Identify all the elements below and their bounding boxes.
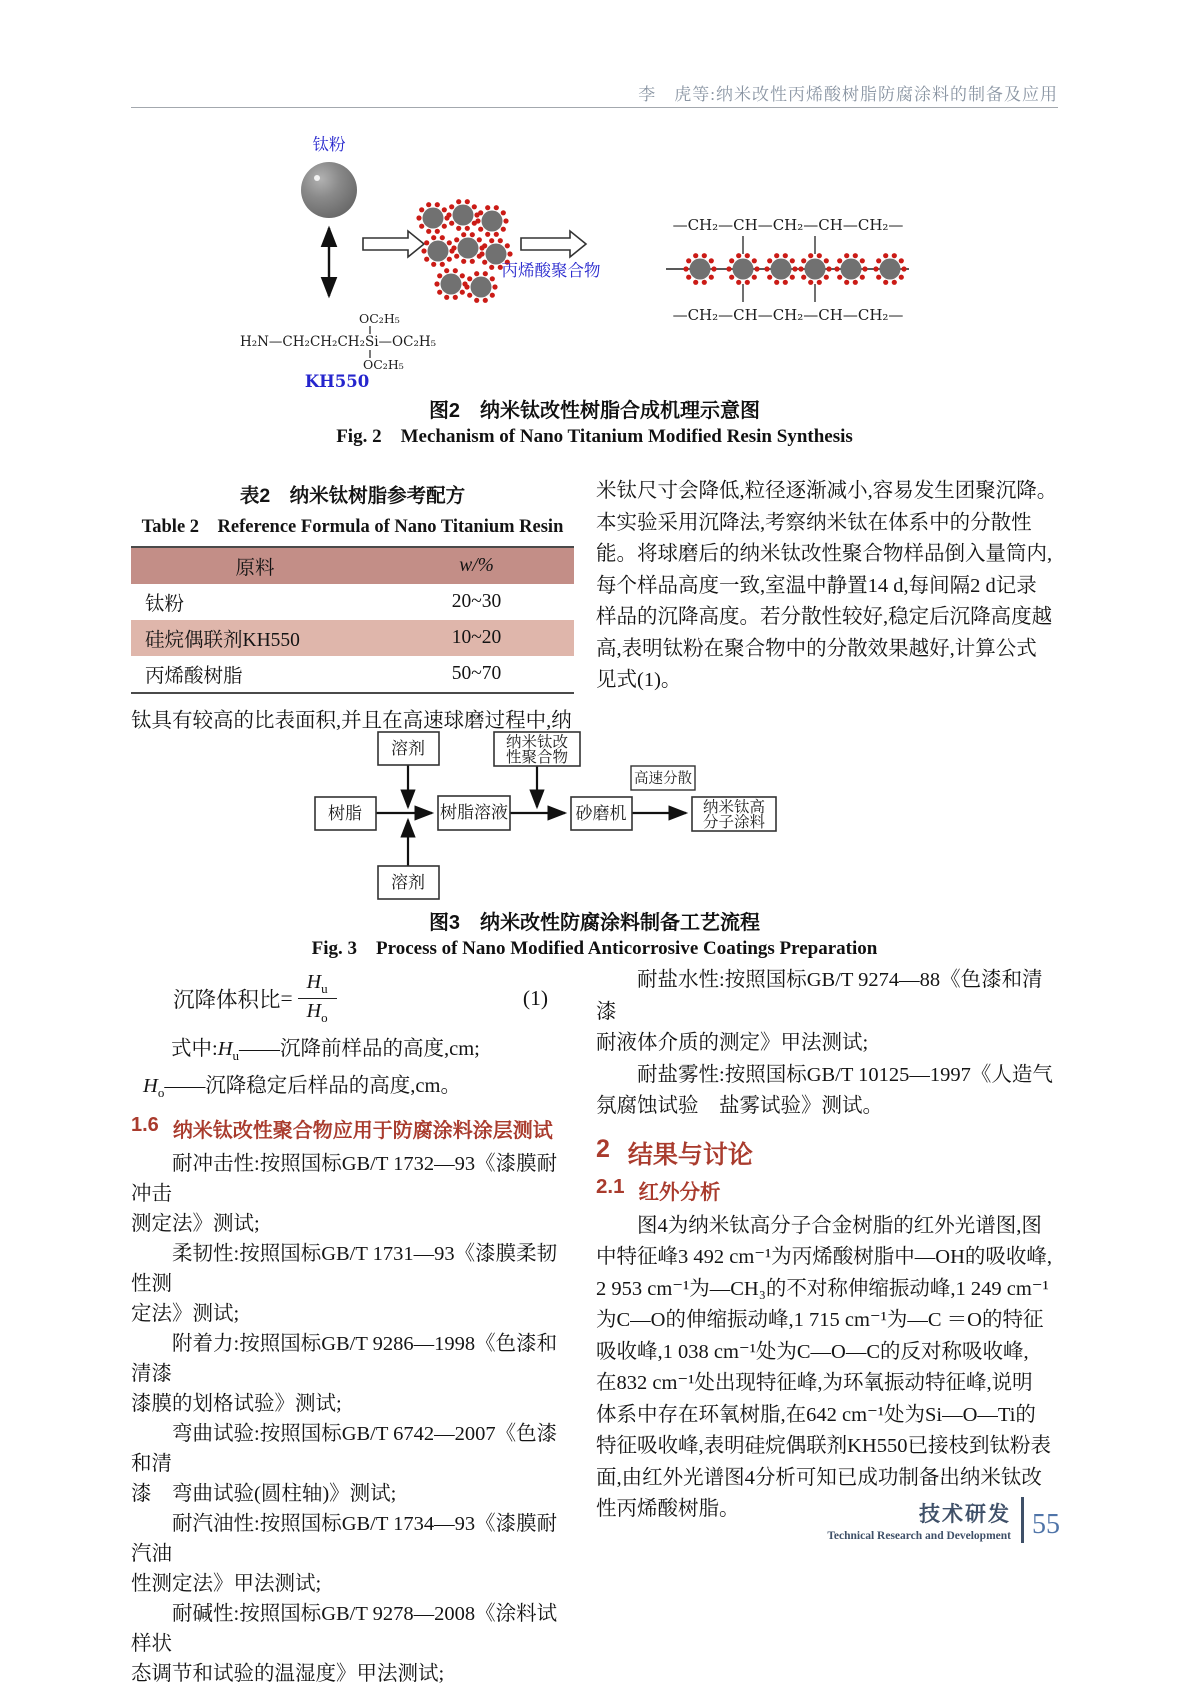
table-cell: 硅烷偶联剂KH550 [131, 620, 379, 656]
high-speed-dispersion-label: 高速分散 [634, 771, 692, 787]
figure3-process-flowchart [131, 708, 1058, 904]
subscript-o: o [157, 1085, 165, 1101]
table-header-row [131, 547, 574, 584]
block-arrow-2 [521, 231, 586, 257]
note-prefix: 式中: [171, 1038, 218, 1060]
text-line: 见式(1)。 [596, 669, 682, 691]
nanoparticle-cluster [416, 199, 512, 303]
nano-polymer-label-1: 纳米钛改 [505, 733, 569, 751]
solvent-bottom-label: 溶剂 [391, 873, 425, 893]
text-line: 吸收峰,1 038 cm⁻¹处为C—O—C的反对称吸收峰, [596, 1340, 1029, 1363]
text-line: 漆 弯曲试验(圆柱轴)》测试; [131, 1483, 397, 1506]
text-line: 面,由红外光谱图4分析可知已成功制备出纳米钛改 [596, 1466, 1042, 1489]
polymer-chain-top: —CH₂—CH—CH₂—CH—CH₂— [672, 216, 904, 234]
figure3-caption-zh: 图3 纳米改性防腐涂料制备工艺流程 [428, 912, 761, 934]
table-row [131, 656, 574, 693]
text-line: 图4为纳米钛高分子合金树脂的红外光谱图,图 [596, 1214, 1042, 1237]
figure3-caption-en: Fig. 3 Process of Nano Modified Anticorrosive Coatings Preparation [311, 938, 878, 959]
section-a-right-text [596, 476, 1058, 738]
test-methods-text [131, 1149, 574, 1689]
footer-en: Technical Research and Development [827, 1530, 1011, 1542]
table-row [131, 584, 574, 620]
footer-divider-bar [1021, 1497, 1024, 1543]
section-number: 2 [596, 1134, 610, 1163]
subscript-u: u [232, 1048, 240, 1064]
nano-polymer-label-2: 性聚合物 [505, 748, 569, 766]
flowchart-boxes [315, 732, 776, 899]
text-line: 耐碱性:按照国标GB/T 9278—2008《涂料试样状 [131, 1603, 558, 1656]
section-b-left [131, 965, 574, 1689]
table-cell: 50~70 [451, 663, 502, 684]
table-header-cell: 原料 [131, 547, 379, 584]
section-title: 纳米钛改性聚合物应用于防腐涂料涂层测试 [172, 1120, 553, 1143]
text-line: 2 953 cm⁻¹为—CH₃的不对称伸缩振动峰,1 249 cm⁻¹ [596, 1277, 1049, 1300]
salt-tests-text [596, 965, 1058, 1123]
resin-label: 树脂 [328, 804, 362, 824]
text-line: 耐液体介质的测定》甲法测试; [596, 1032, 869, 1054]
ir-analysis-text [596, 1211, 1058, 1526]
table-cell: 20~30 [451, 591, 502, 612]
text-line: 耐盐雾性:按照国标GB/T 10125—1997《人造气 [596, 1063, 1053, 1086]
symbol-h: H [306, 1000, 322, 1022]
text-line: 柔韧性:按照国标GB/T 1731—93《漆膜柔韧性测 [131, 1243, 558, 1296]
table2-title-en: Table 2 Reference Formula of Nano Titanium Resin [141, 517, 564, 537]
kh550-label: KH550 [304, 372, 370, 391]
text-line: 漆膜的划格试验》测试; [131, 1393, 342, 1416]
formula-fraction [298, 971, 337, 1026]
text-line: 能。将球磨后的纳米钛改性聚合物样品倒入量筒内, [596, 543, 1053, 565]
text-line: 米钛尺寸会降低,粒径逐渐减小,容易发生团聚沉降。 [596, 480, 1058, 502]
ti-sphere [301, 162, 357, 218]
text-line: 特征吸收峰,表明硅烷偶联剂KH550已接枝到钛粉表 [596, 1435, 1051, 1457]
polymer-chain-bottom: —CH₂—CH—CH₂—CH—CH₂— [672, 306, 904, 324]
text-line: 性丙烯酸树脂。 [596, 1498, 740, 1520]
solvent-top-label: 溶剂 [391, 739, 425, 759]
text-line: 样品的沉降高度。若分散性较好,稳定后沉降高度越 [596, 606, 1053, 628]
equation-number: (1) [522, 986, 548, 1010]
kh550-oc2h5-top: OC₂H₅ [359, 311, 400, 326]
sand-mill-label: 砂磨机 [575, 804, 627, 824]
text-line: 中特征峰3 492 cm⁻¹为丙烯酸树脂中—OH的吸收峰, [596, 1246, 1052, 1268]
header-divider [131, 107, 1058, 108]
section-b-right [596, 965, 1058, 1689]
symbol-h: H [143, 1075, 158, 1098]
figure2-caption-en: Fig. 2 Mechanism of Nano Titanium Modified Resin Synthesis [336, 426, 853, 447]
formula-lhs: 沉降体积比 [173, 988, 281, 1012]
subscript-o: o [321, 1010, 328, 1025]
text-line: 态调节和试验的温湿度》甲法测试; [131, 1663, 445, 1686]
ti-powder-label: 钛粉 [312, 135, 346, 154]
kh550-oc2h5-bottom: OC₂H₅ [363, 357, 404, 372]
text-line: 附着力:按照国标GB/T 9286—1998《色漆和清漆 [131, 1333, 558, 1386]
block-arrow-1 [363, 231, 424, 257]
section-a-columns [131, 476, 1058, 738]
section-2-heading [596, 1135, 1058, 1171]
formula-note-2 [131, 1071, 574, 1108]
coating-label-2: 分子涂料 [702, 813, 766, 831]
section-title: 红外分析 [638, 1180, 721, 1204]
text-line: 耐盐水性:按照国标GB/T 9274—88《色漆和清漆 [596, 969, 1043, 1023]
symbol-h: H [306, 971, 322, 993]
text-line: 高,表明钛粉在聚合物中的分散效果越好,计算公式 [596, 637, 1037, 660]
text-line: 性测定法》甲法测试; [131, 1573, 322, 1596]
formula-equals: = [280, 986, 293, 1010]
table-cell: 丙烯酸树脂 [145, 666, 243, 687]
coating-label-1: 纳米钛高 [702, 798, 766, 816]
table2-block [131, 476, 574, 738]
subscript-u: u [321, 981, 328, 996]
text-line: 为C—O的伸缩振动峰,1 715 cm⁻¹为—C ＝O的特征 [596, 1309, 1044, 1331]
note-text: ——沉降前样品的高度,cm; [239, 1038, 480, 1060]
text-line: 弯曲试验:按照国标GB/T 6742—2007《色漆和清 [131, 1423, 558, 1476]
resin-solution-label: 树脂溶液 [440, 803, 508, 823]
text-line: 每个样品高度一致,室温中静置14 d,每间隔2 d记录 [596, 574, 1037, 597]
section-title: 结果与讨论 [627, 1140, 753, 1169]
section-b-columns [131, 965, 1058, 1689]
sphere-highlight [314, 175, 320, 181]
text-line: 氛腐蚀试验 盐雾试验》测试。 [596, 1095, 883, 1117]
note-text: ——沉降稳定后样品的高度,cm。 [164, 1075, 461, 1098]
table-cell: 钛粉 [145, 594, 185, 615]
section-number: 2.1 [596, 1174, 625, 1198]
footer-section-name [827, 1498, 1011, 1542]
formula-note-1 [131, 1034, 574, 1071]
table-row [131, 620, 574, 656]
text-line: 本实验采用沉降法,考察纳米钛在体系中的分散性 [596, 511, 1032, 534]
acrylic-polymer-label: 丙烯酸聚合物 [501, 261, 601, 280]
kh550-backbone: H₂N—CH₂CH₂CH₂Si—OC₂H₅ [239, 334, 437, 350]
fraction-denominator [307, 999, 328, 1026]
page-number: 55 [1032, 1509, 1060, 1540]
footer-zh: 技术研发 [919, 1503, 1011, 1526]
figure2-synthesis-diagram [131, 126, 1058, 392]
table-header-cell: w/% [379, 547, 574, 584]
page-footer [827, 1497, 1060, 1543]
table2-title-zh: 表2 纳米钛树脂参考配方 [239, 485, 466, 507]
text-line: 测定法》测试; [131, 1213, 260, 1236]
running-head-title: 李 虎等:纳米改性丙烯酸树脂防腐涂料的制备及应用 [638, 85, 1058, 104]
symbol-h: H [217, 1038, 233, 1060]
text-line: 体系中存在环氧树脂,在642 cm⁻¹处为Si—O—Ti的 [596, 1403, 1036, 1426]
figure2-caption-zh: 图2 纳米钛改性树脂合成机理示意图 [428, 400, 761, 422]
table2 [131, 546, 574, 694]
fraction-numerator [298, 971, 337, 999]
text-line: 在832 cm⁻¹处出现特征峰,为环氧振动特征峰,说明 [596, 1372, 1033, 1394]
section-2-1-heading [596, 1175, 1058, 1205]
text-line: 耐冲击性:按照国标GB/T 1732—93《漆膜耐冲击 [131, 1153, 558, 1206]
body-text-line: 钛具有较高的比表面积,并且在高速球磨过程中,纳 [131, 710, 572, 732]
text-line: 耐汽油性:按照国标GB/T 1734—93《漆膜耐汽油 [131, 1513, 558, 1566]
formula-1 [131, 971, 574, 1026]
section-1-6-heading [131, 1114, 574, 1143]
text-line: 定法》测试; [131, 1303, 240, 1326]
table-cell: 10~20 [379, 620, 574, 656]
section-number: 1.6 [131, 1114, 159, 1137]
